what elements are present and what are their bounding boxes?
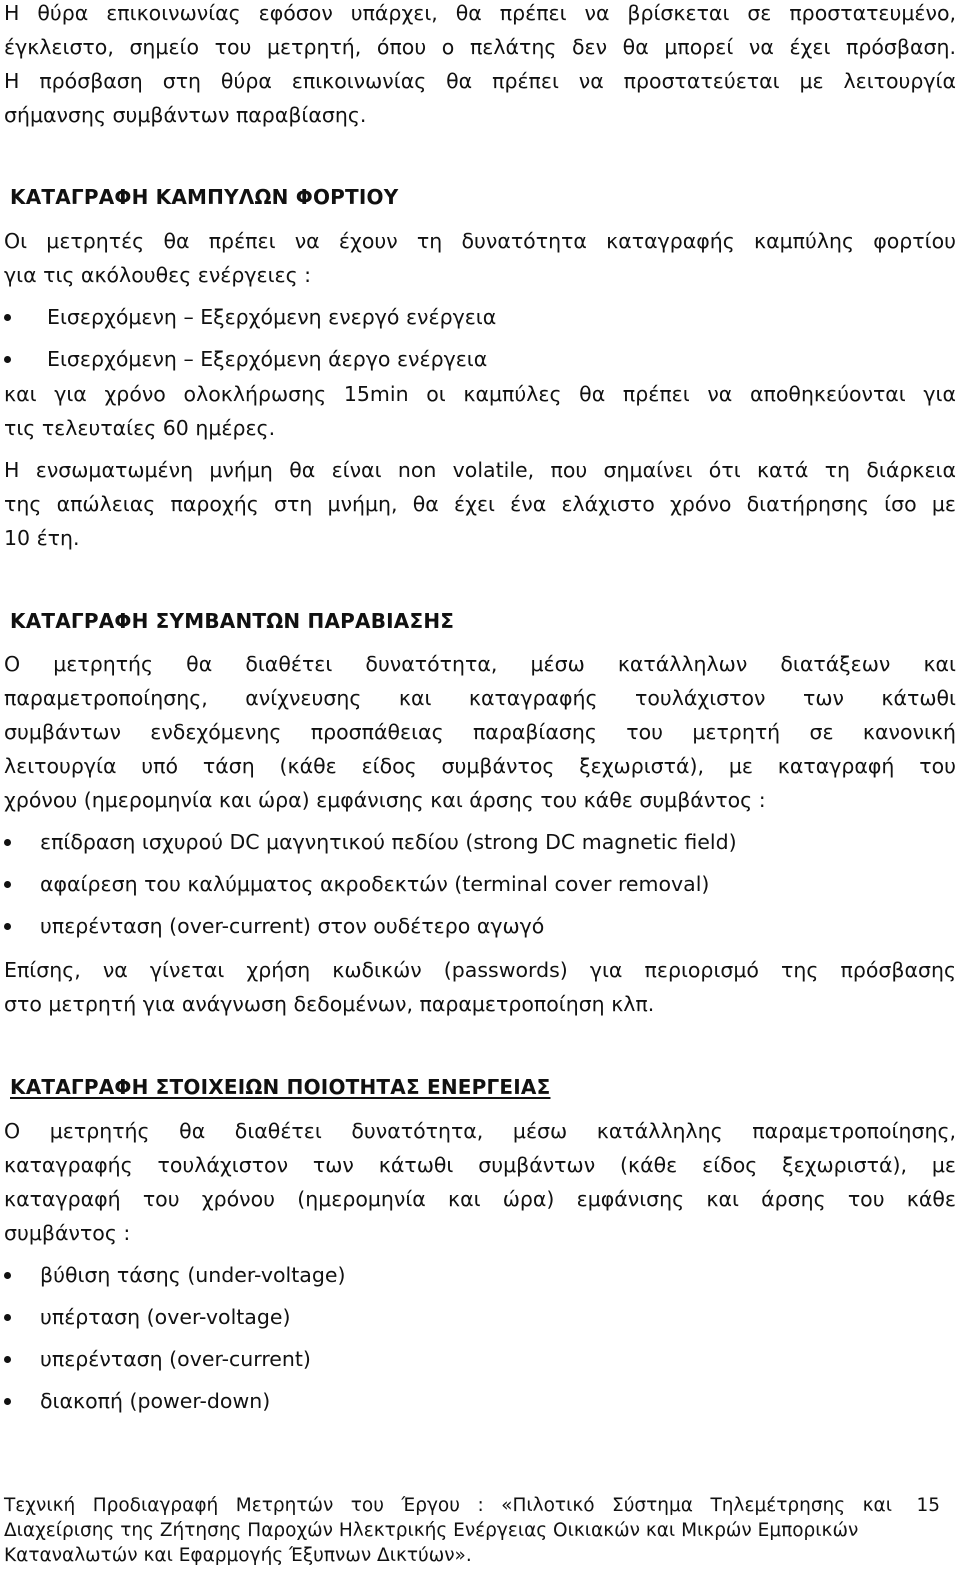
list-item (0, 1338, 960, 1380)
bullet-icon (4, 881, 11, 888)
page-number: 15 (916, 1495, 940, 1516)
section3-bullet-list (0, 1254, 960, 1422)
section1-memory (4, 453, 956, 555)
list-item (0, 338, 960, 380)
list-item (0, 905, 960, 947)
intro-line: Η πρόσβαση στη θύρα επικοινωνίας θα πρέπει να προστατεύεται με λειτουργία (4, 69, 956, 93)
section3-intro-line: καταγραφής τουλάχιστον των κάτωθι συμβάντων (κάθε είδος ξεχωριστά), με (4, 1153, 956, 1177)
bullet-icon (4, 923, 11, 930)
list-item-text: Εισερχόμενη – Εξερχόμενη ενεργό ενέργεια (47, 305, 497, 329)
section2-after-line: στο μετρητή για ανάγνωση δεδομένων, παραμετροποίηση κλπ. (4, 992, 655, 1016)
list-item-text: Εισερχόμενη – Εξερχόμενη άεργο ενέργεια (47, 347, 488, 371)
footer-line: Καταναλωτών και Εφαρμογής Έξυπνων Δικτύων». (4, 1545, 472, 1566)
section1-retention (4, 377, 956, 445)
intro-line: έγκλειστο, σημείο του μετρητή, όπου ο πελάτης δεν θα μπορεί να έχει πρόσβαση. (4, 35, 956, 59)
section-heading-power-quality: ΚΑΤΑΓΡΑΦΗ ΣΤΟΙΧΕΙΩΝ ΠΟΙΟΤΗΤΑΣ ΕΝΕΡΓΕΙΑΣ (10, 1075, 551, 1099)
bullet-icon (4, 314, 11, 321)
footer-line: Τεχνική Προδιαγραφή Μετρητών του Έργου : «Πιλοτικό Σύστημα Τηλεμέτρησης και (4, 1495, 892, 1516)
section1-bullet-list (0, 296, 960, 380)
bullet-icon (4, 839, 11, 846)
intro-line: Η θύρα επικοινωνίας εφόσον υπάρχει, θα πρέπει να βρίσκεται σε προστατευμένο, (4, 1, 956, 25)
list-item-text: αφαίρεση του καλύμματος ακροδεκτών (terminal cover removal) (40, 872, 710, 896)
section3-intro-line: συμβάντος : (4, 1221, 131, 1245)
list-item (0, 863, 960, 905)
section1-intro (4, 224, 956, 292)
list-item-text: υπερένταση (over-current) (40, 1347, 311, 1371)
section2-intro-line: συμβάντων ενδεχόμενης προσπάθειας παραβίασης του μετρητή σε κανονική (4, 720, 956, 744)
section2-passwords (4, 953, 956, 1021)
list-item (0, 296, 960, 338)
section1-intro-line: για τις ακόλουθες ενέργειες : (4, 263, 312, 287)
intro-line: σήμανσης συμβάντων παραβίασης. (4, 103, 367, 127)
section-heading-tamper-events: ΚΑΤΑΓΡΑΦΗ ΣΥΜΒΑΝΤΩΝ ΠΑΡΑΒΙΑΣΗΣ (10, 609, 455, 633)
section1-memory-line: 10 έτη. (4, 526, 80, 550)
section2-intro-line: χρόνου (ημερομηνία και ώρα) εμφάνισης και άρσης του κάθε συμβάντος : (4, 788, 766, 812)
list-item (0, 1296, 960, 1338)
list-item-text: υπέρταση (over-voltage) (40, 1305, 291, 1329)
section2-after-line: Επίσης, να γίνεται χρήση κωδικών (passwords) για περιορισμό της πρόσβασης (4, 958, 956, 982)
intro-paragraph (4, 0, 956, 132)
list-item (0, 1254, 960, 1296)
section2-bullet-list (0, 821, 960, 947)
bullet-icon (4, 1314, 11, 1321)
bullet-icon (4, 1356, 11, 1363)
section2-intro-line: λειτουργία υπό τάση (κάθε είδος συμβάντος ξεχωριστά), με καταγραφή του (4, 754, 956, 778)
list-item-text: επίδραση ισχυρού DC μαγνητικού πεδίου (strong DC magnetic field) (40, 830, 737, 854)
bullet-icon (4, 1272, 11, 1279)
bullet-icon (4, 1398, 11, 1405)
section1-after-line: τις τελευταίες 60 ημέρες. (4, 416, 276, 440)
list-item (0, 821, 960, 863)
section3-intro (4, 1114, 956, 1250)
section2-intro-line: Ο μετρητής θα διαθέτει δυνατότητα, μέσω κατάλληλων διατάξεων και (4, 652, 956, 676)
list-item-text: υπερένταση (over-current) στον ουδέτερο αγωγό (40, 914, 545, 938)
section3-intro-line: Ο μετρητής θα διαθέτει δυνατότητα, μέσω κατάλληλης παραμετροποίησης, (4, 1119, 956, 1143)
section1-intro-line: Οι μετρητές θα πρέπει να έχουν τη δυνατότητα καταγραφής καμπύλης φορτίου (4, 229, 956, 253)
page-footer (4, 1493, 956, 1568)
section1-after-line: και για χρόνο ολοκλήρωσης 15min οι καμπύλες θα πρέπει να αποθηκεύονται για (4, 382, 956, 406)
section3-intro-line: καταγραφή του χρόνου (ημερομηνία και ώρα) εμφάνισης και άρσης του κάθε (4, 1187, 956, 1211)
list-item-text: διακοπή (power-down) (40, 1389, 271, 1413)
section2-intro (4, 647, 956, 817)
list-item-text: βύθιση τάσης (under-voltage) (40, 1263, 346, 1287)
section-heading-load-curves: ΚΑΤΑΓΡΑΦΗ ΚΑΜΠΥΛΩΝ ΦΟΡΤΙΟΥ (10, 185, 399, 209)
list-item (0, 1380, 960, 1422)
section1-memory-line: της απώλειας παροχής στη μνήμη, θα έχει ένα ελάχιστο χρόνο διατήρησης ίσο με (4, 492, 956, 516)
section1-memory-line: Η ενσωματωμένη μνήμη θα είναι non volatile, που σημαίνει ότι κατά τη διάρκεια (4, 458, 956, 482)
footer-line: Διαχείρισης της Ζήτησης Παροχών Ηλεκτρικής Ενέργειας Οικιακών και Μικρών Εμπορικών (4, 1520, 859, 1541)
section2-intro-line: παραμετροποίησης, ανίχνευσης και καταγραφής τουλάχιστον των κάτωθι (4, 686, 956, 710)
bullet-icon (4, 356, 11, 363)
